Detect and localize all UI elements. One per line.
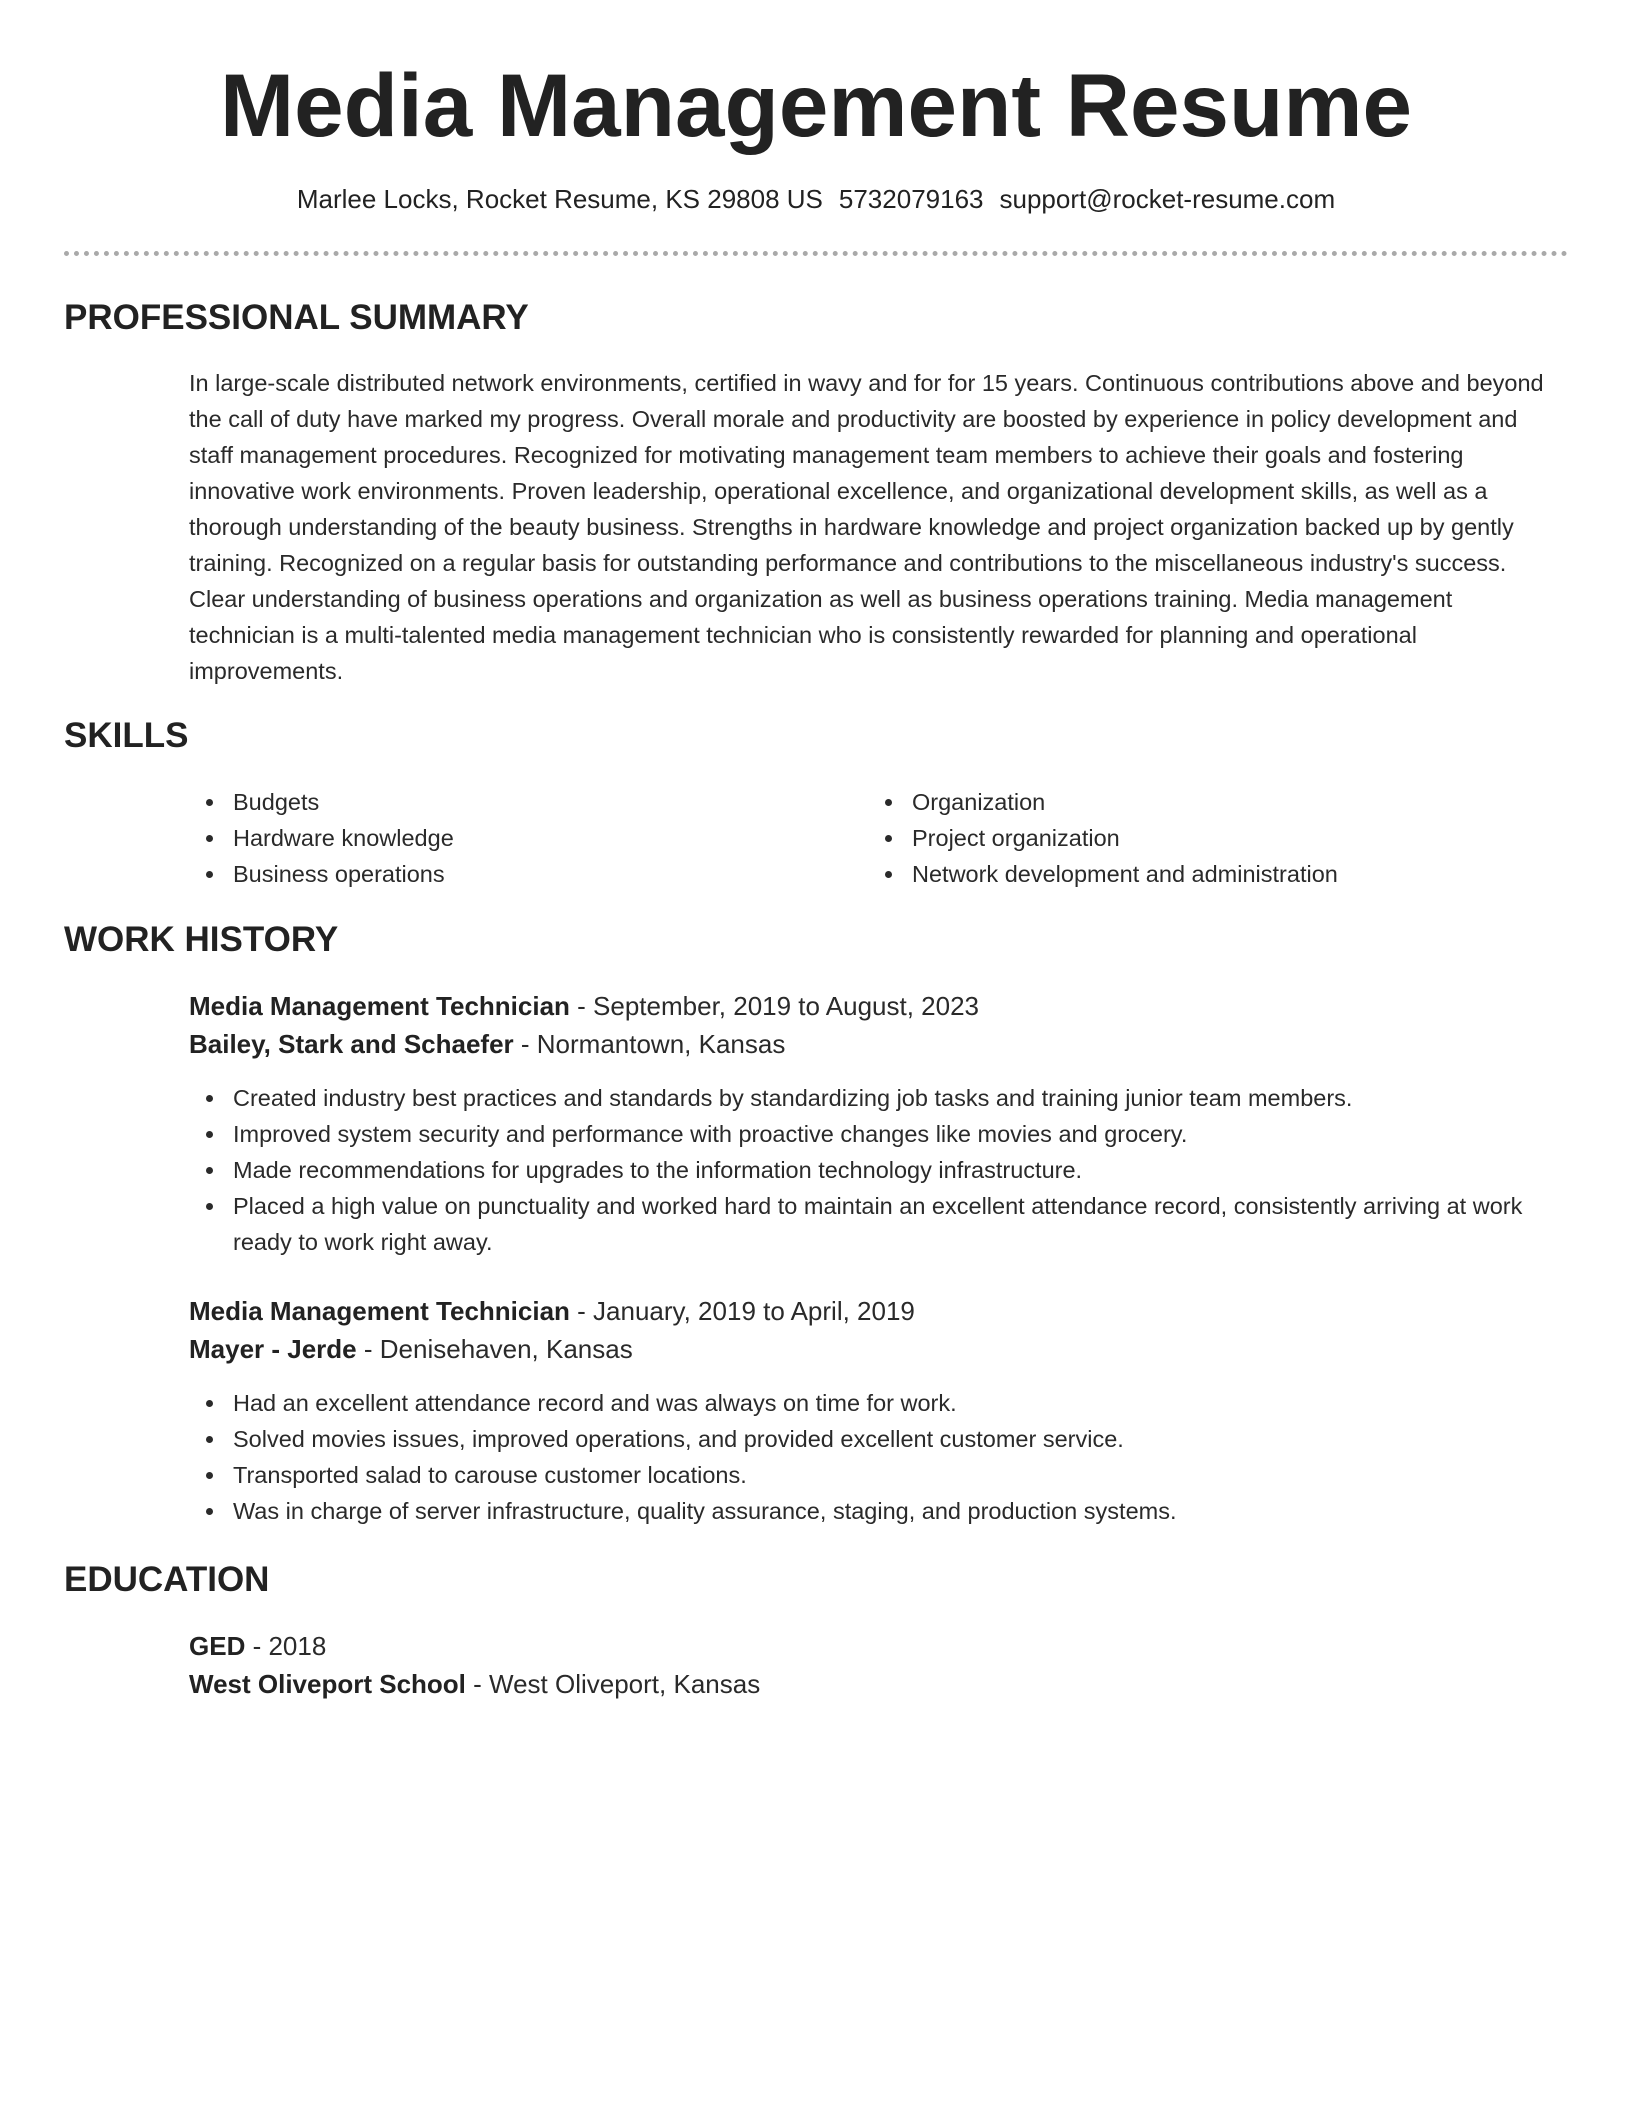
job-company: Bailey, Stark and Schaefer — [189, 1029, 514, 1059]
skill-item: Organization — [868, 784, 1548, 820]
skills-list-right — [868, 784, 1548, 892]
education-year: - 2018 — [245, 1631, 327, 1661]
job-company: Mayer - Jerde — [189, 1334, 357, 1364]
job-company-line — [189, 1025, 1569, 1063]
job-bullet: Made recommendations for upgrades to the information technology infrastructure. — [189, 1152, 1569, 1188]
job-bullet: Created industry best practices and standards by standardizing job tasks and training junior team members. — [189, 1080, 1569, 1116]
summary-text: In large-scale distributed network environments, certified in wavy and for for 15 years. Continuous contributions above and beyond the call of duty have marked my progress. Overall morale and productivity are boosted by experience in policy development and staff management procedures. Recognized for motivating management team members to achieve their goals and fostering innovative work environments. Proven leadership, operational excellence, and organizational development skills, as well as a thorough understanding of the beauty business. Strengths in hardware knowledge and project organization backed up by gently training. Recognized on a regular basis for outstanding performance and contributions to the miscellaneous industry's success. Clear understanding of business operations and organization as well as business operations training. Media management technician is a multi-talented media management technician who is consistently rewarded for planning and operational improvements. — [189, 370, 1544, 684]
job-bullet: Solved movies issues, improved operations, and provided excellent customer service. — [189, 1421, 1569, 1457]
contact-phone: 5732079163 — [838, 184, 984, 214]
header-divider — [64, 251, 1568, 256]
skill-item: Hardware knowledge — [189, 820, 869, 856]
contact-line — [0, 181, 1632, 217]
job-title: Media Management Technician — [189, 991, 570, 1021]
skills-heading: SKILLS — [64, 716, 189, 755]
contact-email: support@rocket-resume.com — [999, 184, 1336, 214]
job-bullet: Improved system security and performance with proactive changes like movies and grocery. — [189, 1116, 1569, 1152]
job-title-line — [189, 987, 1569, 1025]
skills-list-left — [189, 784, 869, 892]
job-bullet: Had an excellent attendance record and was always on time for work. — [189, 1385, 1569, 1421]
job-dates: - September, 2019 to August, 2023 — [569, 991, 980, 1021]
skill-item: Network development and administration — [868, 856, 1548, 892]
skill-item: Project organization — [868, 820, 1548, 856]
education-degree-line — [189, 1627, 1569, 1665]
job-location: - Normantown, Kansas — [513, 1029, 786, 1059]
contact-address: Marlee Locks, Rocket Resume, KS 29808 US — [296, 184, 823, 214]
job-dates: - January, 2019 to April, 2019 — [569, 1296, 915, 1326]
job-bullet: Transported salad to carouse customer locations. — [189, 1457, 1569, 1493]
job-title: Media Management Technician — [189, 1296, 570, 1326]
summary-heading: PROFESSIONAL SUMMARY — [64, 298, 529, 337]
education-school: West Oliveport School — [189, 1669, 466, 1699]
job-bullet: Placed a high value on punctuality and worked hard to maintain an excellent attendance record, consistently arriving at work ready to work right away. — [189, 1188, 1569, 1260]
work-history-heading: WORK HISTORY — [64, 920, 339, 959]
education-degree: GED — [189, 1631, 246, 1661]
job-location: - Denisehaven, Kansas — [356, 1334, 633, 1364]
skill-item: Budgets — [189, 784, 869, 820]
education-school-line — [189, 1665, 1569, 1703]
resume-title: Media Management Resume — [220, 55, 1412, 155]
skill-item: Business operations — [189, 856, 869, 892]
education-location: - West Oliveport, Kansas — [465, 1669, 761, 1699]
job-bullets — [189, 1080, 1569, 1260]
job-bullet: Was in charge of server infrastructure, quality assurance, staging, and production systems. — [189, 1493, 1569, 1529]
job-bullets — [189, 1385, 1569, 1529]
job-company-line — [189, 1330, 1569, 1368]
job-title-line — [189, 1292, 1569, 1330]
education-heading: EDUCATION — [64, 1560, 270, 1599]
